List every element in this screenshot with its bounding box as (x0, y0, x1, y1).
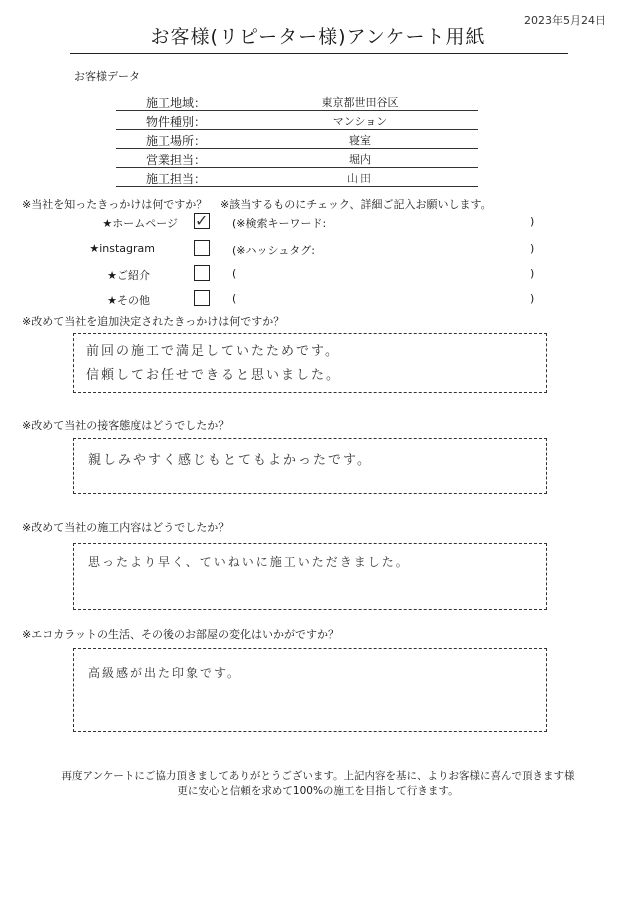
customer-row-value: マンション (332, 115, 388, 128)
q1-close-paren: ) (530, 242, 535, 255)
closing-line: 更に安心と信頼を求めて100%の施工を目指して行きます。 (177, 785, 459, 797)
title-underline (70, 53, 568, 54)
customer-row-value: 山田 (347, 172, 373, 185)
q1-option-label: ★instagram (89, 242, 155, 255)
q1-instruction: ※該当するものにチェック、詳細ご記入お願いします。 (220, 198, 492, 211)
customer-row-value: 堀内 (349, 153, 371, 166)
q4-answer-line: 思ったより早く、ていねいに施工いただきました。 (88, 555, 410, 569)
q1-option-label: ★ホームページ (102, 217, 178, 230)
customer-row-label: 施工地域： (146, 96, 207, 110)
closing-message (0, 769, 636, 799)
page-title: お客様(リピーター様)アンケート用紙 (150, 26, 486, 48)
q1-detail-label: (※ハッシュタグ: (232, 244, 315, 257)
q1-close-paren: ) (530, 267, 535, 280)
customer-data-table (116, 92, 478, 187)
checkbox-instagram[interactable] (194, 240, 210, 256)
customer-row-label: 施工場所： (146, 134, 207, 148)
survey-date: 2023年5月24日 (524, 14, 606, 27)
customer-row-label: 物件種別： (146, 115, 207, 129)
q1-question: ※当社を知ったきっかけは何ですか？ (22, 198, 208, 211)
q5-question: ※エコカラットの生活、その後のお部屋の変化はいかがですか？ (22, 628, 339, 641)
q2-answer-line: 信頼してお任せできると思いました。 (86, 368, 342, 383)
q1-option-label: ★その他 (107, 294, 150, 307)
check-mark-icon: ✓ (195, 211, 209, 230)
q1-detail-label: (※検索キーワード: (232, 217, 327, 230)
q5-answer-line: 高級感が出た印象です。 (88, 666, 242, 680)
customer-row-installer (116, 168, 478, 187)
customer-row-area (116, 92, 478, 111)
customer-row-property-type (116, 111, 478, 130)
q5-answer-box[interactable] (73, 648, 547, 732)
q3-answer-box[interactable] (73, 438, 547, 494)
customer-row-label: 営業担当： (146, 153, 207, 167)
q4-answer-box[interactable] (73, 543, 547, 610)
q1-detail-label: ( (232, 292, 237, 305)
customer-row-sales-rep (116, 149, 478, 168)
q1-close-paren: ) (530, 215, 535, 228)
q3-answer-line: 親しみやすく感じもとてもよかったです。 (88, 453, 372, 468)
checkbox-other[interactable] (194, 290, 210, 306)
q1-close-paren: ) (530, 292, 535, 305)
q2-answer-line: 前回の施工で満足していたためです。 (86, 344, 340, 359)
customer-row-value: 東京都世田谷区 (321, 96, 399, 109)
q1-detail-label: ( (232, 267, 237, 280)
checkbox-referral[interactable] (194, 265, 210, 281)
customer-row-location (116, 130, 478, 149)
checkbox-homepage[interactable] (194, 213, 210, 229)
customer-row-value: 寝室 (349, 134, 371, 147)
closing-line: 再度アンケートにご協力頂きましてありがとうございます。上記内容を基に、よりお客様に喜んで頂きます様 (61, 770, 575, 782)
q2-question: ※改めて当社を追加決定されたきっかけは何ですか？ (22, 315, 285, 328)
customer-section-label: お客様データ (74, 70, 140, 83)
q2-answer-box[interactable] (73, 333, 547, 393)
customer-row-label: 施工担当： (146, 172, 207, 186)
q1-option-label: ★ご紹介 (107, 269, 150, 282)
q3-question: ※改めて当社の接客態度はどうでしたか？ (22, 419, 230, 432)
q4-question: ※改めて当社の施工内容はどうでしたか？ (22, 521, 230, 534)
